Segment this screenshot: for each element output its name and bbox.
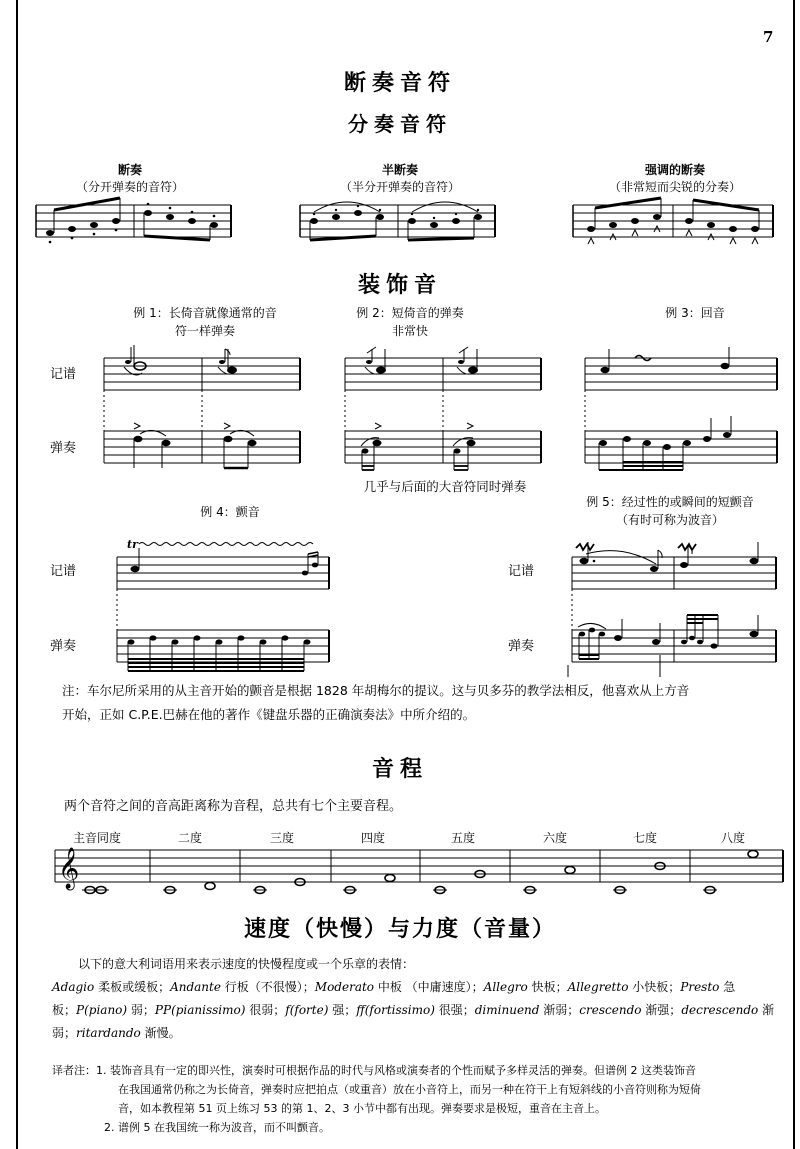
interval-label-unison: 主音同度 <box>72 831 121 845</box>
trill-note-line2: 开始，正如 C.P.E.巴赫在他的著作《键盘乐器的正确演奏法》中所介绍的。 <box>62 707 476 722</box>
example3-played-staff <box>585 426 785 476</box>
example2-note: 几乎与后面的大音符同时弹奏 <box>363 479 527 494</box>
term-forte: f(forte) <box>285 1003 329 1017</box>
row-label-written-2: 记谱 <box>50 564 77 579</box>
intervals-intro: 两个音符之间的音高距离称为音程，总共有七个主要音程。 <box>64 799 403 814</box>
term-adagio: Adagio <box>52 980 95 994</box>
example2-caption-line2: 非常快 <box>391 324 428 338</box>
interval-label-third: 三度 <box>269 831 294 845</box>
row-label-written-3: 记谱 <box>508 564 535 579</box>
svg-text:tr: tr <box>127 538 138 551</box>
example1-played-staff <box>104 426 304 476</box>
interval-label-fourth: 四度 <box>360 831 385 845</box>
tempo-title: 速度（快慢）与力度（音量） <box>243 916 556 942</box>
example5-written-staff <box>572 552 782 597</box>
term-allegro: Allegro <box>483 980 528 994</box>
staccato-title: 断奏音符 <box>343 70 456 96</box>
svg-text:𝄞: 𝄞 <box>58 848 80 889</box>
example2-written-staff <box>345 353 545 398</box>
term-crescendo: crescendo <box>579 1003 642 1017</box>
term-pianissimo: PP(pianissimo) <box>154 1003 246 1017</box>
trill-note-line1: 注：车尔尼所采用的从主音开始的颤音是根据 1828 年胡梅尔的提议。这与贝多芬的教学法相反，他喜欢从上方音 <box>62 683 690 698</box>
page-number: 7 <box>763 28 774 46</box>
tempo-line-1: Adagio 柔板或缓板；Andante 行板（不很慢）；Moderato 中板 （中庸速度）；Allegro 快板；Allegretto 小快板；Presto 急 <box>52 980 736 994</box>
interval-label-second: 二度 <box>177 831 202 845</box>
staccato-subtitle: 分奏音符 <box>348 112 452 136</box>
example1-written-staff <box>104 353 304 398</box>
example5-caption-line2: （有时可称为波音） <box>615 513 724 527</box>
row-label-played-2: 弹奏 <box>50 639 77 654</box>
page-border-left <box>16 0 18 1149</box>
example1-caption-line2: 符一样弹奏 <box>174 324 235 338</box>
staccato-col1-label: 断奏 <box>117 163 142 177</box>
translator-note-line2: 在我国通常仍称之为长倚音，弹奏时应把拍点（或重音）放在小音符上，而另一种在符干上有短斜线的小音符则称为短倚 <box>118 1083 701 1096</box>
term-ritardando: ritardando <box>76 1026 141 1040</box>
translator-note-line4: 2. 谱例 5 在我国统一称为波音，而不叫颤音。 <box>104 1121 330 1134</box>
tempo-line-3: 弱；ritardando 渐慢。 <box>52 1026 181 1040</box>
staccato-col2-label: 半断奏 <box>381 163 418 177</box>
term-andante: Andante <box>170 980 221 994</box>
translator-note-line1: 译者注：1. 装饰音具有一定的即兴性，演奏时可根据作品的时代与风格或演奏者的个性而赋予多样灵活的弹奏。但谱例 2 这类装饰音 <box>52 1064 696 1077</box>
term-fortissimo: ff(fortissimo) <box>356 1003 435 1017</box>
term-piano: P(piano) <box>76 1003 128 1017</box>
row-label-played-3: 弹奏 <box>508 639 535 654</box>
term-decrescendo: decrescendo <box>681 1003 759 1017</box>
example4-played-staff <box>117 625 337 675</box>
page-border-right <box>793 0 795 1149</box>
term-diminuend: diminuend <box>474 1003 540 1017</box>
example4-written-staff <box>117 538 337 597</box>
example5-played-staff <box>572 625 782 680</box>
term-presto: Presto <box>680 980 720 994</box>
interval-label-sixth: 六度 <box>542 831 567 845</box>
tempo-intro: 以下的意大利词语用来表示速度的快慢程度或一个乐章的表情： <box>78 957 415 971</box>
translator-note-line3: 音，如本教程第 51 页上练习 53 的第 1、2、3 小节中都有出现。弹奏要求是极短，重音在主音上。 <box>118 1102 606 1115</box>
staccato-staff-3 <box>573 200 778 255</box>
interval-label-fifth: 五度 <box>450 831 475 845</box>
example3-written-staff <box>585 353 785 398</box>
example5-caption-line1: 例 5：经过性的或瞬间的短颤音 <box>586 495 754 509</box>
term-moderato: Moderato <box>314 980 375 994</box>
staccato-col3-label: 强调的断奏 <box>644 163 705 177</box>
staccato-col1-desc: （分开弹奏的音符） <box>75 180 184 194</box>
intervals-title: 音程 <box>371 756 428 782</box>
interval-label-octave: 八度 <box>720 831 745 845</box>
interval-label-seventh: 七度 <box>632 831 657 845</box>
example2-played-staff <box>345 426 545 476</box>
example1-caption-line1: 例 1：长倚音就像通常的音 <box>133 306 277 320</box>
staccato-col2-desc: （半分开弹奏的音符） <box>339 180 460 194</box>
staccato-staff-1 <box>36 200 236 250</box>
tempo-line-2: 板；P(piano) 弱；PP(pianissimo) 很弱；f(forte) 强；ff(fortissimo) 很强；diminuend 渐弱；crescendo 渐强；decrescendo 渐 <box>52 1003 775 1017</box>
intervals-staff <box>58 846 800 896</box>
example2-caption-line1: 例 2：短倚音的弹奏 <box>356 306 464 320</box>
ornaments-title: 装饰音 <box>357 272 442 298</box>
staccato-staff-2 <box>300 200 500 250</box>
staccato-col3-desc: （非常短而尖锐的分奏） <box>608 180 741 194</box>
row-label-written-1: 记谱 <box>50 367 77 382</box>
example4-caption: 例 4：颤音 <box>200 505 260 519</box>
row-label-played-1: 弹奏 <box>50 441 77 456</box>
term-allegretto: Allegretto <box>567 980 629 994</box>
example3-caption: 例 3：回音 <box>665 306 725 320</box>
